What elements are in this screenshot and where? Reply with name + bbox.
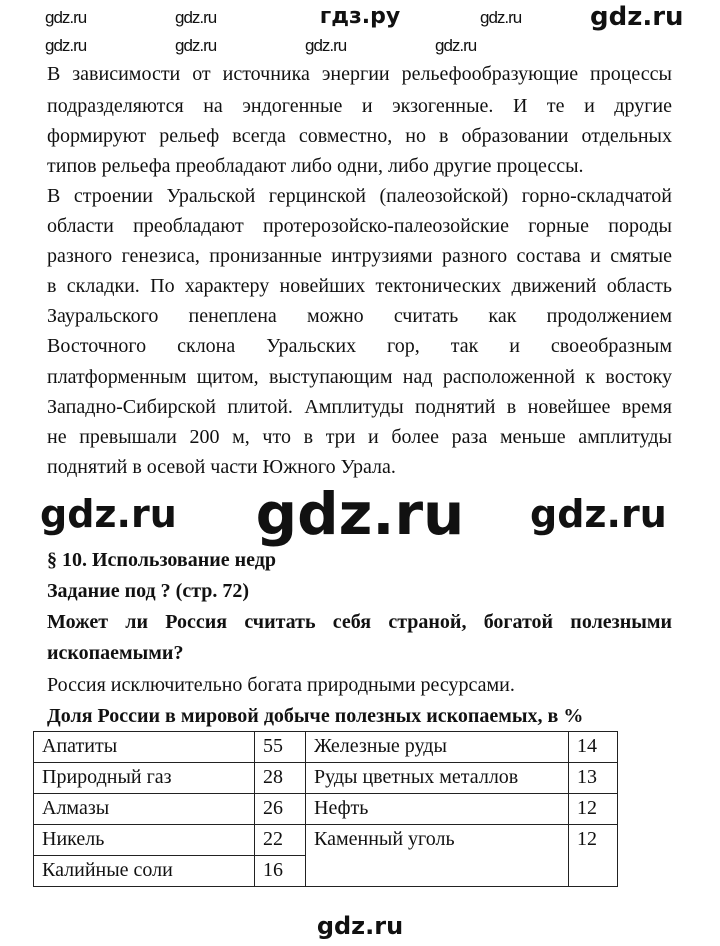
watermark: gdz.ru [480,8,522,27]
section-title: § 10. Использование недр [47,549,277,571]
task-label: Задание под ? (стр. 72) [47,580,250,602]
mineral-name: Нефть [306,794,569,825]
answer-text: Россия исключительно богата природными ресурсами. [47,674,515,696]
mineral-name: Калийные соли [34,856,255,887]
watermark: gdz.ru [45,8,87,27]
mineral-share: 14 [569,732,618,763]
text-line: типов рельефа преобладают либо одни, либо другие процессы. [47,155,584,177]
text-line: разного генезиса, пронизанные интрузиями разного состава и смятые [47,245,672,267]
text-line: платформенным щитом, выступающим над расположенной к востоку [47,366,672,388]
mineral-share: 28 [255,763,306,794]
watermark: gdz.ru [175,36,217,55]
watermark: gdz.ru [305,36,347,55]
watermark: gdz.ru [435,36,477,55]
site-header: гдз.ру [319,4,401,29]
mineral-name: Природный газ [34,763,255,794]
mineral-name: Железные руды [306,732,569,763]
mineral-name: Каменный уголь [306,825,569,887]
text-line: В строении Уральской герцинской (палеозойской) горно-складчатой [47,185,672,207]
text-line: в складки. По характеру новейших тектонических движений область [47,275,672,297]
text-line: области преобладают протерозойско-палеозойские горные породы [47,215,672,237]
mineral-name: Руды цветных металлов [306,763,569,794]
mineral-name: Алмазы [34,794,255,825]
text-line: Восточного склона Уральских гор, так и своеобразным [47,335,672,357]
question-line: Может ли Россия считать себя страной, богатой полезными [47,611,672,633]
text-line: подразделяются на эндогенные и экзогенные. И те и другие [47,95,672,117]
watermark: gdz.ru [40,492,177,536]
text-line: Зауральского пенеплена можно считать как продолжением [47,305,672,327]
site-footer: gdz.ru [316,912,404,940]
watermark: gdz.ru [45,36,87,55]
table-row [34,763,618,794]
text-line: В зависимости от источника энергии рельефообразующие процессы [47,63,672,85]
table-row [34,825,618,856]
text-line: не превышали 200 м, что в три и более раза меньше амплитуды [47,426,672,448]
mineral-share: 16 [255,856,306,887]
mineral-name: Апатиты [34,732,255,763]
mineral-share: 13 [569,763,618,794]
mineral-share: 55 [255,732,306,763]
watermark: gdz.ru [255,480,465,548]
question-line: ископаемыми? [47,642,184,664]
mineral-name: Никель [34,825,255,856]
text-line: поднятий в осевой части Южного Урала. [47,456,396,478]
watermark: gdz.ru [590,2,684,32]
minerals-table [33,731,618,887]
mineral-share: 12 [569,794,618,825]
text-line: формируют рельеф всегда совместно, но в образовании отдельных [47,125,672,147]
watermark: gdz.ru [530,492,667,536]
table-row [34,732,618,763]
mineral-share: 26 [255,794,306,825]
table-row [34,794,618,825]
table-title: Доля России в мировой добыче полезных ископаемых, в % [47,705,584,727]
text-line: Западно-Сибирской плитой. Амплитуды поднятий в новейшее время [47,396,672,418]
mineral-share: 12 [569,825,618,887]
watermark: gdz.ru [175,8,217,27]
mineral-share: 22 [255,825,306,856]
